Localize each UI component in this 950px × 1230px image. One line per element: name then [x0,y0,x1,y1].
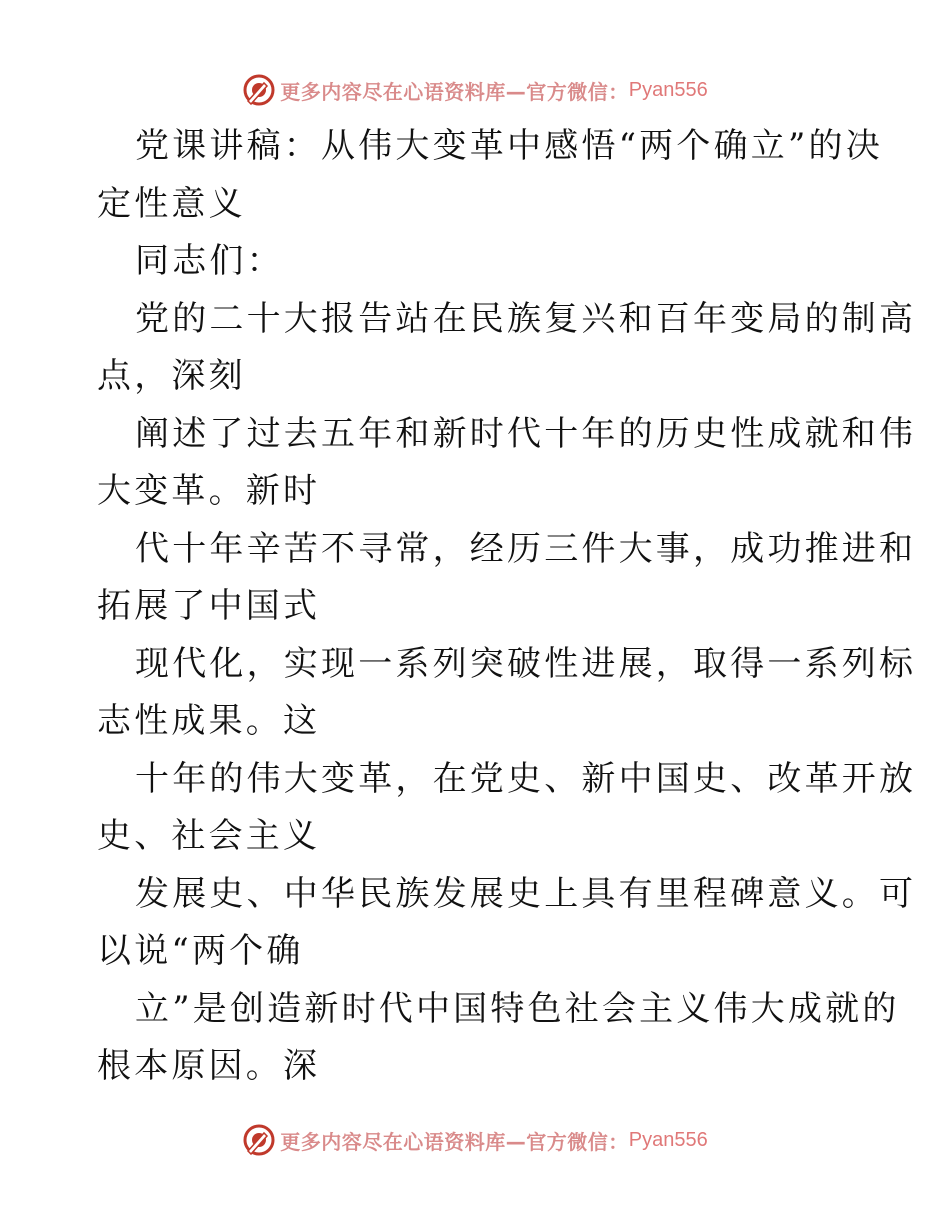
header-banner-text: 更多内容尽在心语资料库—官方微信： [280,79,629,104]
salutation [97,233,853,291]
footer-banner [0,1120,950,1160]
text-line: 代十年辛苦不寻常，经历三件大事，成功推进和 [135,528,917,569]
paragraph [97,866,917,981]
text-line: 拓展了中国式 [97,586,321,626]
document-title [97,118,883,233]
paragraph [97,636,917,751]
text-line: 十年的伟大变革，在党史、新中国史、改革开放 [135,758,917,799]
brand-logo-icon [242,73,276,107]
footer-wechat-handle: Pyan556 [628,1128,708,1151]
text-line: 立”是创造新时代中国特色社会主义伟大成就的 [135,988,900,1029]
text-line: 阐述了过去五年和新时代十年的历史性成就和伟 [135,413,917,454]
text-line: 大变革。新时 [97,471,321,511]
text-line: 党课讲稿：从伟大变革中感悟“两个确立”的决 [135,126,883,166]
paragraph [97,291,917,406]
text-line: 同志们： [135,241,284,281]
text-line: 党的二十大报告站在民族复兴和百年变局的制高 [135,298,917,339]
text-line: 志性成果。这 [97,701,321,741]
paragraph [97,981,900,1096]
text-line: 以说“两个确 [97,931,304,971]
document-body [97,118,917,1096]
text-line: 点，深刻 [97,356,246,396]
text-line: 发展史、中华民族发展史上具有里程碑意义。可 [135,873,917,914]
header-banner [0,70,950,110]
paragraph [97,751,917,866]
brand-logo-icon [242,1123,276,1157]
paragraph [97,521,917,636]
text-line: 现代化，实现一系列突破性进展，取得一系列标 [135,643,917,684]
footer-banner-text: 更多内容尽在心语资料库—官方微信： [280,1129,629,1154]
text-line: 定性意义 [97,183,246,224]
text-line: 史、社会主义 [97,816,321,856]
header-wechat-handle: Pyan556 [628,78,708,101]
paragraph [97,406,917,521]
text-line: 根本原因。深 [97,1046,321,1086]
